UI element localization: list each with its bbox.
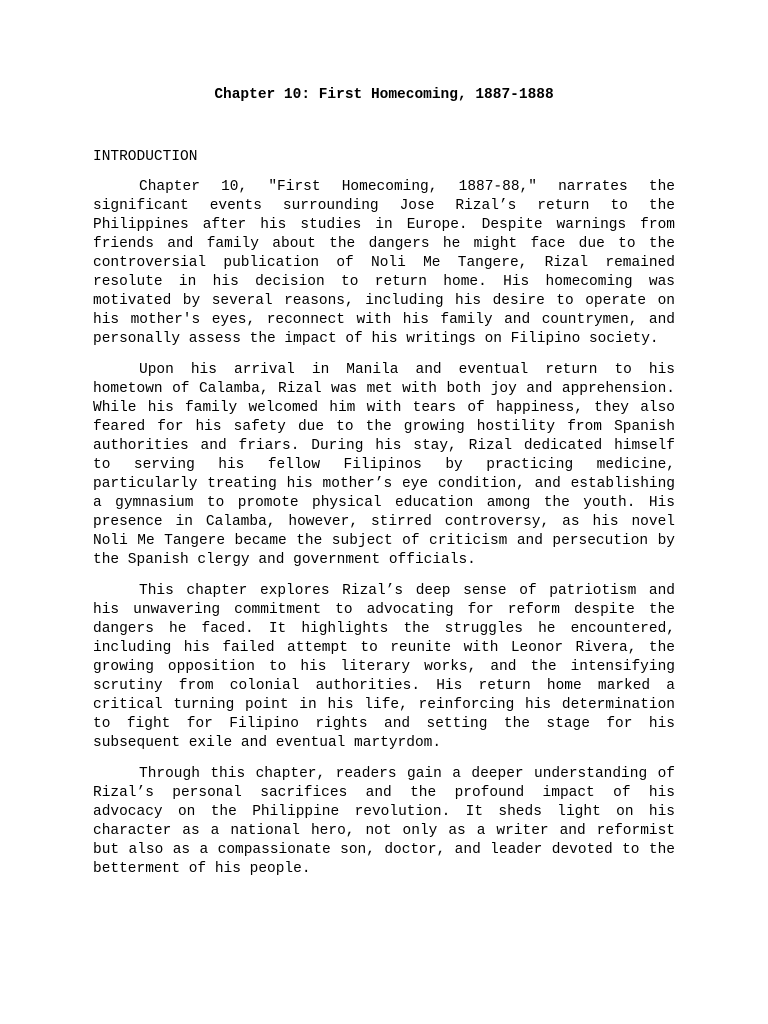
paragraph-2: Upon his arrival in Manila and eventual return to his hometown of Calamba, Rizal was met with both joy and apprehension. While his family welcomed him with tears of happiness, they also feared for his safety due to the growing hostility from Spanish authorities and friars. During his stay, Rizal dedicated himself to serving his fellow Filipinos by practicing medicine, particularly treating his mother’s eye condition, and establishing a gymnasium to promote physical education among the youth. His presence in Calamba, however, stirred controversy, as his novel Noli Me Tangere became the subject of criticism and persecution by the Spanish clergy and government officials.	[93, 362, 675, 568]
paragraph-3: This chapter explores Rizal’s deep sense of patriotism and his unwavering commitment to advocating for reform despite the dangers he faced. It highlights the struggles he encountered, including his failed attempt to reunite with Leonor Rivera, the growing opposition to his literary works, and the intensifying scrutiny from colonial authorities. His return home marked a critical turning point in his life, reinforcing his determination to fight for Filipino rights and setting the stage for his subsequent exile and eventual martyrdom.	[93, 583, 675, 751]
section-heading-introduction: INTRODUCTION	[93, 149, 198, 165]
chapter-title: Chapter 10: First Homecoming, 1887-1888	[214, 87, 554, 103]
paragraph-4: Through this chapter, readers gain a deeper understanding of Rizal’s personal sacrifices and the profound impact of his advocacy on the Philippine revolution. It sheds light on his character as a national hero, not only as a writer and reformist but also as a compassionate son, doctor, and leader devoted to the betterment of his people.	[93, 766, 675, 877]
paragraph-1: Chapter 10, "First Homecoming, 1887-88," narrates the significant events surrounding Jose Rizal’s return to the Philippines after his studies in Europe. Despite warnings from friends and family about the dangers he might face due to the controversial publication of Noli Me Tangere, Rizal remained resolute in his decision to return home. His homecoming was motivated by several reasons, including his desire to operate on his mother's eyes, reconnect with his family and countrymen, and personally assess the impact of his writings on Filipino society.	[93, 179, 675, 347]
document-body	[93, 148, 675, 891]
